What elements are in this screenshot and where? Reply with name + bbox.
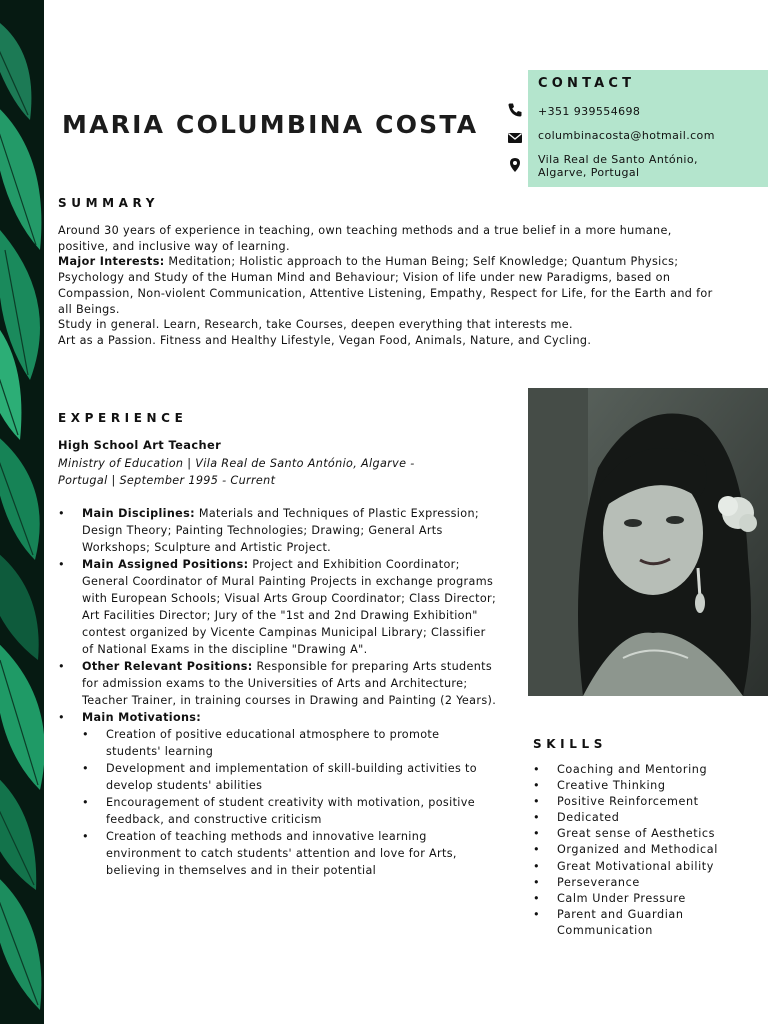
contact-address-line2: Algarve, Portugal — [538, 166, 640, 179]
job-organization: Ministry of Education | Vila Real de Santo António, Algarve - Portugal | September 1995 - Current — [58, 457, 415, 487]
summary-passion: Art as a Passion. Fitness and Healthy Lifestyle, Vegan Food, Animals, Nature, and Cycling. — [58, 333, 592, 347]
interests-label: Major Interests: — [58, 255, 165, 269]
experience-item — [58, 505, 498, 556]
experience-item-text: Materials and Techniques of Plastic Expression; Design Theory; Painting Technologies; Drawing; General Arts Workshops; Sculpture and Artistic Project. — [82, 507, 480, 554]
contact-email[interactable]: columbinacosta@hotmail.com — [538, 129, 715, 142]
summary-body — [58, 223, 718, 349]
experience-title: EXPERIENCE — [58, 411, 188, 425]
experience-item-label: Other Relevant Positions: — [82, 660, 253, 673]
location-pin-icon — [507, 157, 523, 173]
summary-intro: Around 30 years of experience in teaching, own teaching methods and a true belief in a more humane, positive, and inclusive way of learning. — [58, 224, 672, 253]
leaf-pattern-icon — [0, 0, 44, 1024]
phone-icon — [507, 102, 523, 118]
motivation-item: • Development and implementation of skill-building activities to develop students' abilities — [82, 760, 498, 794]
motivation-item: • Creation of teaching methods and innovative learning environment to catch students' attention and love for Arts, believing in themselves and in their potential — [82, 828, 498, 879]
skill-item: • Calm Under Pressure — [533, 891, 763, 907]
experience-item — [58, 658, 498, 709]
motivation-item: • Creation of positive educational atmosphere to promote students' learning — [82, 726, 498, 760]
envelope-icon — [507, 130, 523, 146]
decorative-leaf-strip — [0, 0, 44, 1024]
summary-study: Study in general. Learn, Research, take Courses, deepen everything that interests me. — [58, 318, 573, 332]
contact-address-line1: Vila Real de Santo António, — [538, 153, 698, 166]
experience-list — [58, 505, 498, 879]
contact-phone[interactable]: +351 939554698 — [538, 105, 641, 118]
skill-item: • Creative Thinking — [533, 778, 763, 794]
skill-item: • Positive Reinforcement — [533, 794, 763, 810]
skill-item: • Parent and Guardian Communication — [533, 907, 763, 939]
experience-item-text: Responsible for preparing Arts students for admission exams to the Universities of Arts and Architecture; Teacher Trainer, in training courses in Drawing and Painting (2 Years). — [82, 660, 497, 707]
summary-interests — [58, 254, 718, 317]
profile-photo — [528, 388, 768, 696]
skill-item: • Dedicated — [533, 810, 763, 826]
experience-item-label: Main Assigned Positions: — [82, 558, 249, 571]
motivations-list — [82, 726, 498, 879]
experience-item-label: Main Disciplines: — [82, 507, 195, 520]
skills-title: SKILLS — [533, 737, 607, 751]
experience-item-label: Main Motivations: — [82, 711, 202, 724]
skills-list — [533, 762, 763, 939]
skill-item: • Perseverance — [533, 875, 763, 891]
experience-item — [58, 556, 498, 658]
summary-title: SUMMARY — [58, 196, 160, 210]
candidate-name: MARIA COLUMBINA COSTA — [62, 110, 479, 139]
skill-item: • Great sense of Aesthetics — [533, 826, 763, 842]
skill-item: • Coaching and Mentoring — [533, 762, 763, 778]
experience-item — [58, 709, 498, 879]
skill-item: • Organized and Methodical — [533, 842, 763, 858]
motivation-item: • Encouragement of student creativity with motivation, positive feedback, and constructive criticism — [82, 794, 498, 828]
interests-text: Meditation; Holistic approach to the Human Being; Self Knowledge; Quantum Physics; Psychology and Study of the Human Mind and Behaviour; Vision of life under new Paradigms, based on Compassion, Non-violent Communication, Attentive Listening, Empathy, Respect for Life, for the Earth and for all Beings. — [58, 255, 713, 316]
experience-item-text: Project and Exhibition Coordinator; General Coordinator of Mural Painting Projects in exchange programs with European Schools; Visual Arts Group Coordinator; Class Director; Art Facilities Director; Jury of the "1st and 2nd Drawing Exhibition" contest organized by Vicente Campinas Municipal Library; Classifier of National Exams in the discipline "Drawing A". — [82, 558, 497, 656]
job-title: High School Art Teacher — [58, 438, 222, 452]
portrait-image — [528, 388, 768, 696]
contact-address — [538, 153, 698, 179]
contact-title: CONTACT — [538, 76, 636, 91]
skill-item: • Great Motivational ability — [533, 859, 763, 875]
